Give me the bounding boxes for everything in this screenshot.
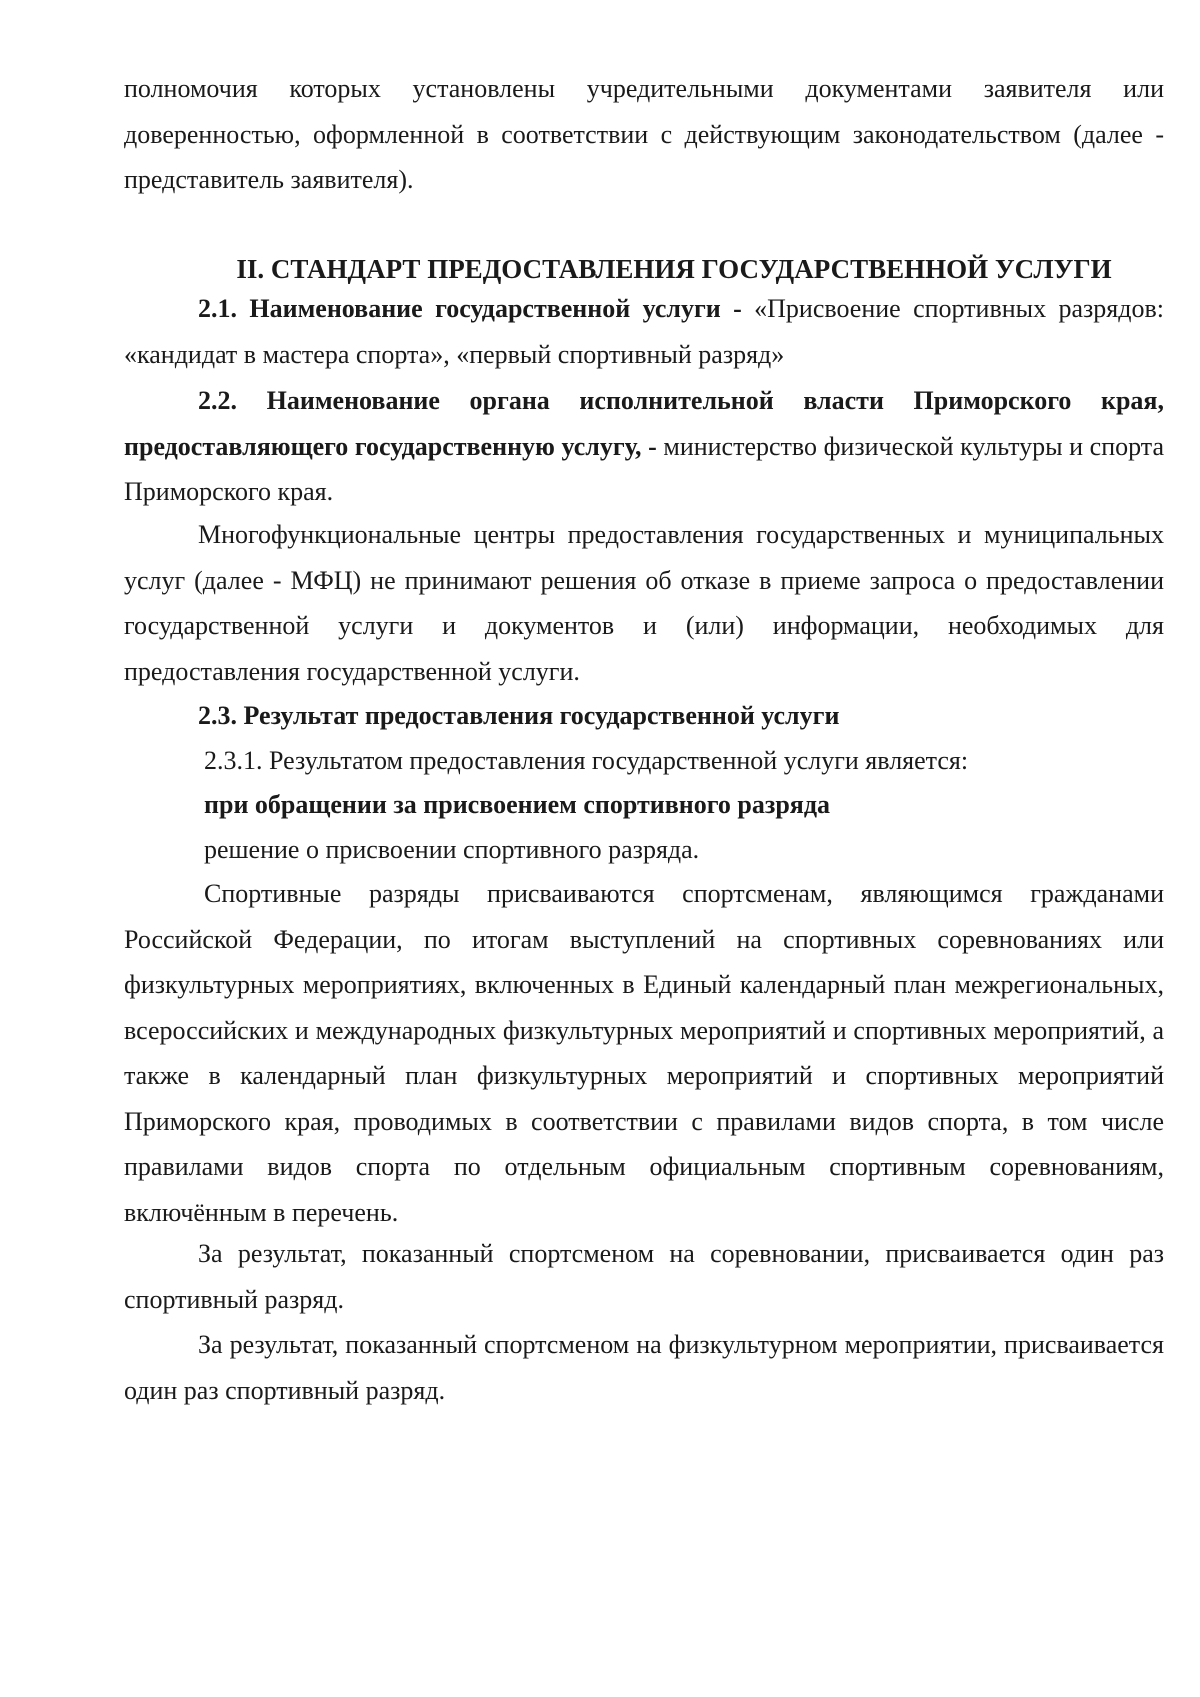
item-2-1-label: 2.1. Наименование государственной услуги - (198, 294, 742, 323)
section-heading: II. СТАНДАРТ ПРЕДОСТАВЛЕНИЯ ГОСУДАРСТВЕННОЙ УСЛУГИ (236, 254, 1112, 284)
item-2-3-title-text: 2.3. Результат предоставления государственной услуги (198, 701, 840, 730)
item-2-2-text: министерство физической культуры и спорта Приморского края. (124, 431, 1165, 506)
paragraph-sport-ranks: Спортивные разряды присваиваются спортсменам, являющимся гражданами Российской Федерации, по итогам выступлений на спортивных соревнованиях или физкультурных мероприятиях, включенных в Единый календарный план межрегиональных, всероссийских и международных физкультурных мероприятий и спортивных мероприятий, а также в календарный план физкультурных мероприятий и спортивных мероприятий Приморского края, проводимых в соответствии с правилами видов спорта, в том числе правилами видов спорта по отдельным официальным спортивным соревнованиям, включённым в перечень. (124, 879, 1164, 1227)
item-2-3-1: 2.3.1. Результатом предоставления государственной услуги является: (204, 746, 969, 775)
item-2-3-1-result: решение о присвоении спортивного разряда. (204, 835, 700, 864)
item-2-1-text: «Присвоение спортивных разрядов: «кандидат в мастера спорта», «первый спортивный разряд» (124, 294, 1164, 369)
item-2-3-1-case (124, 782, 1164, 828)
paragraph-2-1 (124, 286, 1164, 377)
item-2-3-1-case-text: при обращении за присвоением спортивного разряда (204, 790, 830, 819)
paragraph-competition: За результат, показанный спортсменом на соревновании, присваивается один раз спортивный разряд. (124, 1239, 1164, 1314)
paragraph-intro: полномочия которых установлены учредительными документами заявителя или доверенностью, оформленной в соответствии с действующим законодательством (далее - представитель заявителя). (124, 74, 1164, 194)
paragraph-2-2 (124, 378, 1164, 515)
paragraph-mfc: Многофункциональные центры предоставления государственных и муниципальных услуг (далее - МФЦ) не принимают решения об отказе в приеме запроса о предоставлении государственной услуги и документов и (или) информации, необходимых для предоставления государственной услуги. (124, 520, 1164, 686)
item-2-3-title (124, 693, 1164, 739)
paragraph-event: За результат, показанный спортсменом на физкультурном мероприятии, присваивается один раз спортивный разряд. (124, 1330, 1164, 1405)
item-2-2-label: 2.2. Наименование органа исполнительной власти Приморского края, предоставляющего государственную услугу, - (124, 386, 1164, 461)
